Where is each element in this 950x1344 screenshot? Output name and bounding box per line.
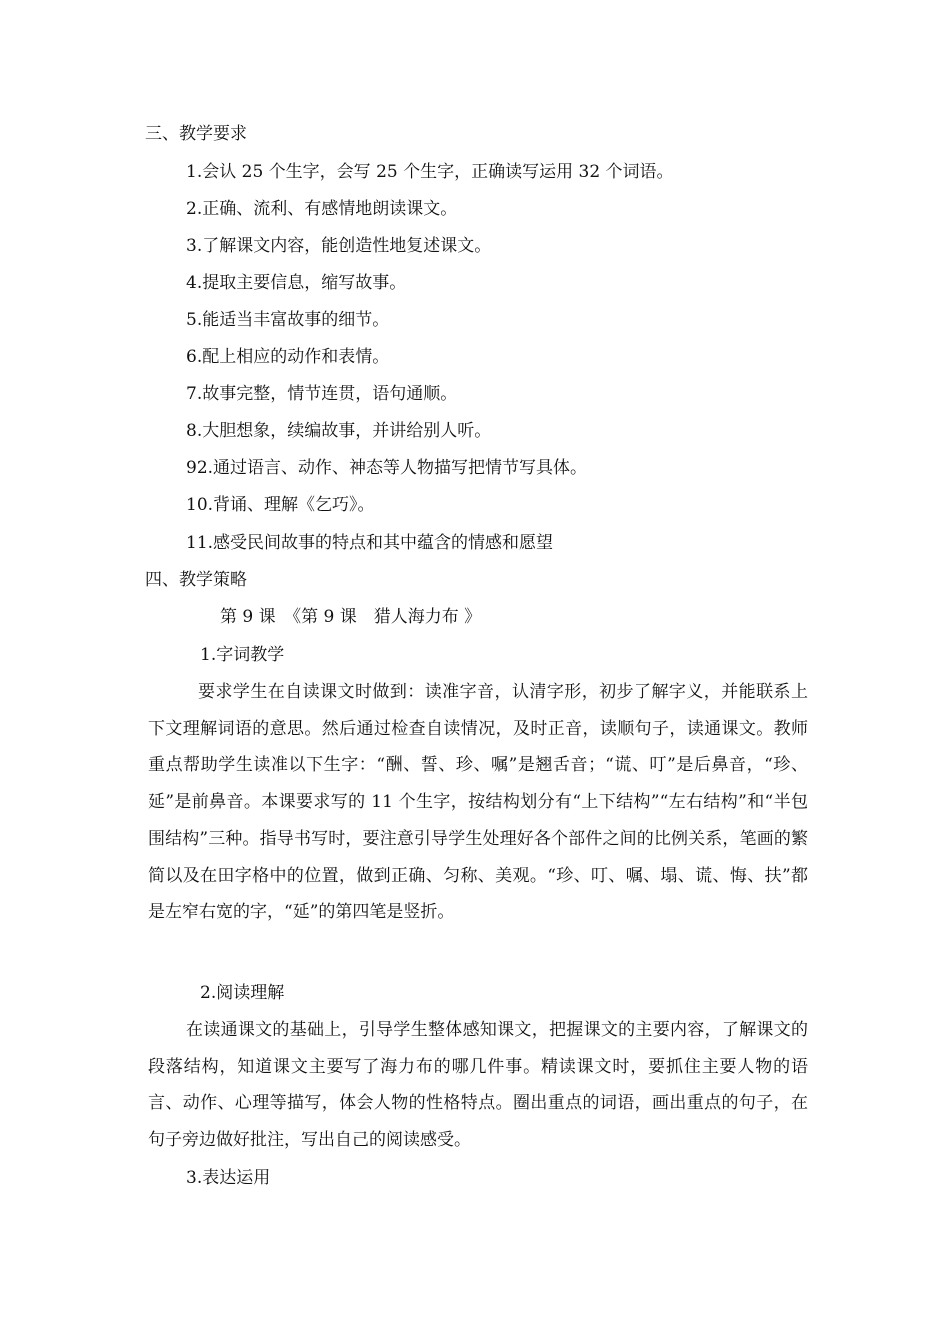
requirement-item-4: 4.提取主要信息，缩写故事。 (186, 273, 407, 293)
requirement-item-2: 2.正确、流利、有感情地朗读课文。 (186, 199, 458, 219)
requirement-item-7: 7.故事完整，情节连贯，语句通顺。 (186, 384, 458, 404)
requirement-item-10: 10.背诵、理解《乞巧》。 (186, 495, 375, 515)
subsection-title-3: 3.表达运用 (186, 1168, 271, 1188)
requirement-item-1: 1.会认 25 个生字，会写 25 个生字，正确读写运用 32 个词语。 (186, 162, 674, 182)
requirement-item-5: 5.能适当丰富故事的细节。 (186, 310, 390, 330)
requirements-heading: 三、教学要求 (145, 124, 247, 144)
requirement-item-3: 3.了解课文内容，能创造性地复述课文。 (186, 236, 492, 256)
subsection-title-2: 2.阅读理解 (200, 983, 285, 1003)
subsection-paragraph-2: 在读通课文的基础上，引导学生整体感知课文，把握课文的主要内容，了解课文的段落结构，知道课文主要写了海力布的哪几件事。精读课文时，要抓住主要人物的语言、动作、心理等描写，体会人物的性格特点。圈出重点的词语，画出重点的句子，在句子旁边做好批注，写出自己的阅读感受。 (148, 1020, 808, 1151)
subsection-title-1: 1.字词教学 (200, 645, 285, 665)
subsection-paragraph-1: 要求学生在自读课文时做到：读准字音，认清字形，初步了解字义，并能联系上下文理解词语的意思。然后通过检查自读情况，及时正音，读顺句子，读通课文。教师重点帮助学生读准以下生字：“酬、誓、珍、嘱”是翘舌音；“谎、叮”是后鼻音，“珍、延”是前鼻音。本课要求写的 11 个生字，按结构划分有“上下结构”“左右结构”和“半包围结构”三种。指导书写时，要注意引导学生处理好各个部件之间的比例关系，笔画的繁简以及在田字格中的位置，做到正确、匀称、美观。“珍、叮、嘱、塌、谎、悔、扶”都是左窄右宽的字，“延”的第四笔是竖折。 (148, 682, 808, 923)
requirement-item-6: 6.配上相应的动作和表情。 (186, 347, 390, 367)
requirement-item-8: 8.大胆想象，续编故事，并讲给别人听。 (186, 421, 492, 441)
requirement-item-9: 92.通过语言、动作、神态等人物描写把情节写具体。 (186, 458, 588, 478)
lesson-title: 第 9 课 《第 9 课 猎人海力布 》 (220, 607, 482, 627)
strategy-heading: 四、教学策略 (145, 570, 247, 590)
requirement-item-11: 11.感受民间故事的特点和其中蕴含的情感和愿望 (186, 533, 554, 553)
